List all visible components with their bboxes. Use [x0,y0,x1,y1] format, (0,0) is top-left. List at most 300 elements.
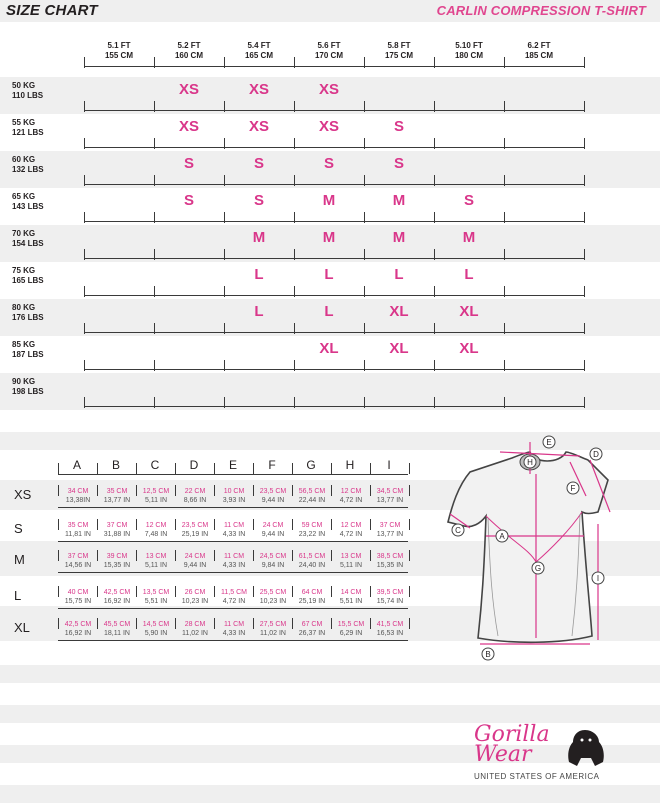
size-cell: XL [319,340,339,357]
measure-cm: 12,5 CM [142,488,170,495]
measure-cm: 35 CM [106,488,128,495]
measure-row-tick [331,519,332,530]
measurement-cell [98,552,136,570]
svg-text:I: I [596,574,600,583]
measure-cm: 39,5 CM [376,589,404,596]
measure-in: 7,48 IN [144,531,168,538]
measure-column-header: A [72,458,81,472]
weight-kg: 65 KG [12,192,36,201]
measure-row-rule [58,541,408,542]
size-cell: L [324,266,334,283]
measure-row-tick [136,618,137,629]
size-cell: M [392,192,406,209]
row-tick [364,323,365,334]
measure-cm: 39 CM [106,553,128,560]
measure-in: 26,37 IN [298,630,326,637]
measure-row-tick [97,519,98,530]
svg-text:C: C [455,526,461,535]
weight-kg: 70 KG [12,229,36,238]
column-tick [224,57,225,68]
label-i [592,572,604,584]
measure-in: 4,72 IN [339,531,363,538]
column-tick [434,57,435,68]
measure-in: 13,38IN [65,497,91,504]
weight-lbs: 165 LBS [12,276,44,285]
measurement-cell [215,552,253,570]
measure-in: 11,81 IN [65,531,91,538]
measure-row-rule [58,572,408,573]
measure-cm: 12 CM [145,522,167,529]
measure-row-tick [136,586,137,597]
row-tick [434,138,435,149]
measure-row-tick [370,618,371,629]
row-rule [84,406,584,407]
measure-cm: 11 CM [223,522,245,529]
row-tick [154,286,155,297]
measurement-cell [254,620,292,638]
measure-row-tick [409,586,410,597]
measure-in: 11,02 IN [182,630,208,637]
measure-cm: 28 CM [184,621,206,628]
measure-tick [331,463,332,474]
row-tick [294,212,295,223]
measure-row-tick [214,586,215,597]
measure-column-header: C [150,458,160,472]
measurement-cell [137,521,175,539]
row-tick [584,138,585,149]
row-tick [434,397,435,408]
measure-in: 5,11 IN [144,562,168,569]
measure-row-tick [97,618,98,629]
measurement-cell [332,487,370,505]
weight-kg: 90 KG [12,377,36,386]
measure-in: 25,19 IN [298,598,326,605]
measurement-cell [215,521,253,539]
measure-row-tick [409,485,410,496]
measure-row-rule [58,640,408,641]
measure-tick [97,463,98,474]
measure-column-header: E [228,458,237,472]
measurement-cell [137,588,175,606]
height-column-header [224,41,294,61]
measure-cm: 34,5 CM [376,488,404,495]
row-tick [224,397,225,408]
row-tick [154,175,155,186]
size-cell: S [393,118,404,135]
row-tick [154,360,155,371]
row-tick [434,360,435,371]
measure-row-tick [292,485,293,496]
size-cell: S [183,192,194,209]
row-tick [364,286,365,297]
measure-in: 10,23 IN [259,598,287,605]
measure-in: 5,11 IN [339,562,363,569]
row-tick [504,138,505,149]
measure-in: 6,29 IN [339,630,363,637]
measure-in: 10,23 IN [181,598,209,605]
row-tick [224,101,225,112]
measure-column-header: F [268,458,276,472]
row-tick [294,101,295,112]
row-tick [154,138,155,149]
row-tick [434,286,435,297]
svg-text:H: H [527,458,533,467]
measure-row-tick [58,586,59,597]
measure-row-tick [136,519,137,530]
size-cell: S [253,192,264,209]
row-tick [224,360,225,371]
height-ft: 5.6 FT [317,41,341,50]
measure-row-tick [58,519,59,530]
measure-in: 11,02 IN [260,630,286,637]
row-tick [364,212,365,223]
size-cell: XS [248,118,269,135]
row-tick [364,138,365,149]
measure-row-tick [97,550,98,561]
measurement-cell [59,620,97,638]
measurement-cell [215,620,253,638]
row-tick [584,286,585,297]
measure-cm: 13,5 CM [142,589,170,596]
row-tick [154,249,155,260]
measure-in: 13,77 IN [376,497,404,504]
measurement-cell [98,588,136,606]
row-rule [84,184,584,185]
measure-row-tick [292,519,293,530]
measurement-cell [293,588,331,606]
size-cell: M [462,229,476,246]
measurement-cell [98,620,136,638]
row-tick [584,249,585,260]
weight-lbs: 121 LBS [12,128,44,137]
measurement-cell [254,487,292,505]
measure-cm: 37 CM [67,553,89,560]
measure-in: 25,19 IN [181,531,209,538]
measure-cm: 14 CM [340,589,362,596]
height-cm: 175 CM [384,51,413,60]
measure-row-tick [409,519,410,530]
height-ft: 5.8 FT [387,41,411,50]
svg-text:E: E [546,438,552,447]
measure-column-header: G [306,458,316,472]
measure-tick [58,463,59,474]
weight-lbs: 143 LBS [12,202,44,211]
measure-row-tick [136,485,137,496]
measurement-cell [371,487,409,505]
row-tick [434,175,435,186]
measure-row-tick [292,586,293,597]
row-tick [504,397,505,408]
row-tick [224,323,225,334]
row-tick [224,249,225,260]
weight-row-label [12,118,44,138]
row-rule [84,110,584,111]
product-title: CARLIN COMPRESSION T-SHIRT [436,3,646,18]
size-cell: M [322,192,336,209]
measure-row-tick [370,586,371,597]
measure-row-tick [253,485,254,496]
measure-in: 8,66 IN [183,497,207,504]
row-rule [84,369,584,370]
measure-in: 5,51 IN [144,598,168,605]
height-ft: 5.2 FT [177,41,201,50]
measure-in: 5,51 IN [339,598,363,605]
row-tick [434,212,435,223]
measure-cm: 40 CM [67,589,89,596]
measure-in: 15,75 IN [64,598,92,605]
measure-cm: 61,5 CM [298,553,326,560]
row-tick [84,249,85,260]
measure-in: 4,33 IN [222,630,246,637]
row-tick [584,212,585,223]
height-cm: 185 CM [524,51,553,60]
size-cell: M [392,229,406,246]
measure-in: 22,44 IN [298,497,326,504]
measure-cm: 67 CM [301,621,323,628]
measure-row-tick [331,550,332,561]
measure-row-tick [175,485,176,496]
svg-text:G: G [534,564,542,573]
height-cm: 160 CM [174,51,203,60]
column-tick [294,57,295,68]
measure-in: 16,92 IN [103,598,131,605]
measure-cm: 15,5 CM [337,621,365,628]
measure-cm: 38,5 CM [376,553,404,560]
row-rule [84,147,584,148]
row-tick [84,101,85,112]
height-cm: 155 CM [104,51,133,60]
measurement-cell [332,620,370,638]
row-tick [294,249,295,260]
row-tick [294,286,295,297]
row-tick [504,175,505,186]
measure-cm: 37 CM [106,522,128,529]
row-tick [294,138,295,149]
measurement-cell [176,620,214,638]
size-cell: XL [389,303,409,320]
weight-lbs: 187 LBS [12,350,44,359]
measure-row-tick [58,618,59,629]
measure-in: 15,35 IN [376,562,404,569]
measure-in: 16,92 IN [64,630,92,637]
height-column-header [84,41,154,61]
row-tick [224,175,225,186]
measure-cm: 25,5 CM [259,589,287,596]
row-tick [224,286,225,297]
row-tick [294,360,295,371]
svg-text:D: D [593,450,599,459]
row-rule [84,295,584,296]
measurement-cell [215,487,253,505]
measure-cm: 11 CM [223,553,245,560]
label-a [496,530,508,542]
measure-row-tick [409,618,410,629]
measure-row-tick [253,550,254,561]
brand-word-1: Gorilla [474,722,550,747]
measure-row-tick [370,550,371,561]
measure-cm: 24 CM [262,522,284,529]
size-cell: XL [459,303,479,320]
column-tick [84,57,85,68]
measure-in: 13,77 IN [103,497,131,504]
measure-in: 14,56 IN [64,562,92,569]
measure-cm: 23,5 CM [181,522,209,529]
height-column-header [294,41,364,61]
row-tick [84,175,85,186]
measure-cm: 34 CM [67,488,89,495]
measurement-cell [254,588,292,606]
measure-row-tick [370,519,371,530]
measure-row-tick [331,618,332,629]
row-tick [504,212,505,223]
row-tick [504,249,505,260]
measure-tick [253,463,254,474]
measurement-cell [215,588,253,606]
measurement-cell [371,588,409,606]
measurement-cell [176,552,214,570]
measure-cm: 35 CM [67,522,89,529]
row-tick [504,101,505,112]
measure-cm: 23,5 CM [259,488,287,495]
measure-cm: 12 CM [340,488,362,495]
height-ft: 5.10 FT [455,41,483,50]
measure-row-tick [58,550,59,561]
brand-tagline: UNITED STATES OF AMERICA [474,772,600,781]
row-rule [84,258,584,259]
row-tick [154,397,155,408]
column-tick [584,57,585,68]
measure-row-tick [58,485,59,496]
measure-row-tick [331,485,332,496]
brand-word-2: Wear [474,742,532,767]
measure-cm: 24,5 CM [259,553,287,560]
weight-row-label [12,192,44,212]
measure-row-tick [214,519,215,530]
measure-tick [409,463,410,474]
measure-cm: 22 CM [184,488,206,495]
measure-tick [175,463,176,474]
measure-in: 16,53 IN [376,630,404,637]
measure-row-tick [253,586,254,597]
measurement-cell [254,521,292,539]
height-cm: 165 CM [244,51,273,60]
weight-kg: 80 KG [12,303,36,312]
size-cell: XS [318,81,339,98]
measurement-cell [371,552,409,570]
row-tick [154,323,155,334]
weight-kg: 60 KG [12,155,36,164]
row-tick [84,397,85,408]
measurement-cell [176,521,214,539]
size-cell: S [253,155,264,172]
row-tick [364,360,365,371]
size-cell: XS [248,81,269,98]
row-tick [584,101,585,112]
measure-in: 13,77 IN [376,531,404,538]
row-tick [84,212,85,223]
measure-header-rule [58,474,408,475]
row-tick [584,175,585,186]
row-tick [434,101,435,112]
row-tick [224,138,225,149]
measure-size-label: L [14,588,22,603]
height-ft: 5.1 FT [107,41,131,50]
size-cell: L [254,266,264,283]
measure-row-tick [331,586,332,597]
weight-row-label [12,340,44,360]
measure-row-tick [214,485,215,496]
measure-in: 9,44 IN [261,497,285,504]
measure-row-tick [175,550,176,561]
size-cell: L [394,266,404,283]
row-tick [224,212,225,223]
measure-size-label: XS [14,487,32,502]
measurement-cell [293,552,331,570]
measure-in: 4,72 IN [339,497,363,504]
weight-kg: 75 KG [12,266,36,275]
row-tick [504,360,505,371]
label-b [482,648,494,660]
row-tick [294,175,295,186]
measure-cm: 37 CM [379,522,401,529]
measure-row-tick [97,485,98,496]
label-f [567,482,579,494]
height-ft: 5.4 FT [247,41,271,50]
measure-row-tick [175,586,176,597]
measure-in: 4,33 IN [222,531,246,538]
measure-cm: 13 CM [340,553,362,560]
measure-row-tick [136,550,137,561]
row-tick [364,249,365,260]
measure-cm: 41,5 CM [376,621,404,628]
measurement-cell [254,552,292,570]
svg-text:B: B [485,650,491,659]
measure-tick [292,463,293,474]
measure-row-tick [409,550,410,561]
measurement-cell [332,588,370,606]
measurement-cell [59,487,97,505]
weight-kg: 85 KG [12,340,36,349]
column-tick [154,57,155,68]
measure-cm: 24 CM [184,553,206,560]
row-tick [584,397,585,408]
row-tick [434,249,435,260]
measurement-cell [371,521,409,539]
label-g [532,562,544,574]
row-tick [154,101,155,112]
measure-in: 9,44 IN [183,562,207,569]
tshirt-body [448,452,608,642]
measure-in: 24,40 IN [298,562,326,569]
measure-in: 9,44 IN [261,531,285,538]
measure-row-tick [292,550,293,561]
weight-row-label [12,229,44,249]
row-tick [504,323,505,334]
measure-cm: 42,5 CM [64,621,92,628]
measurement-cell [137,552,175,570]
weight-row-label [12,303,44,323]
height-column-header [154,41,224,61]
tshirt-diagram [440,432,660,662]
measurement-cell [98,487,136,505]
measure-cm: 11 CM [223,621,245,628]
measure-cm: 59 CM [301,522,323,529]
column-tick [504,57,505,68]
measure-column-header: D [189,458,199,472]
column-tick [364,57,365,68]
row-tick [504,286,505,297]
gorilla-icon [565,728,607,768]
